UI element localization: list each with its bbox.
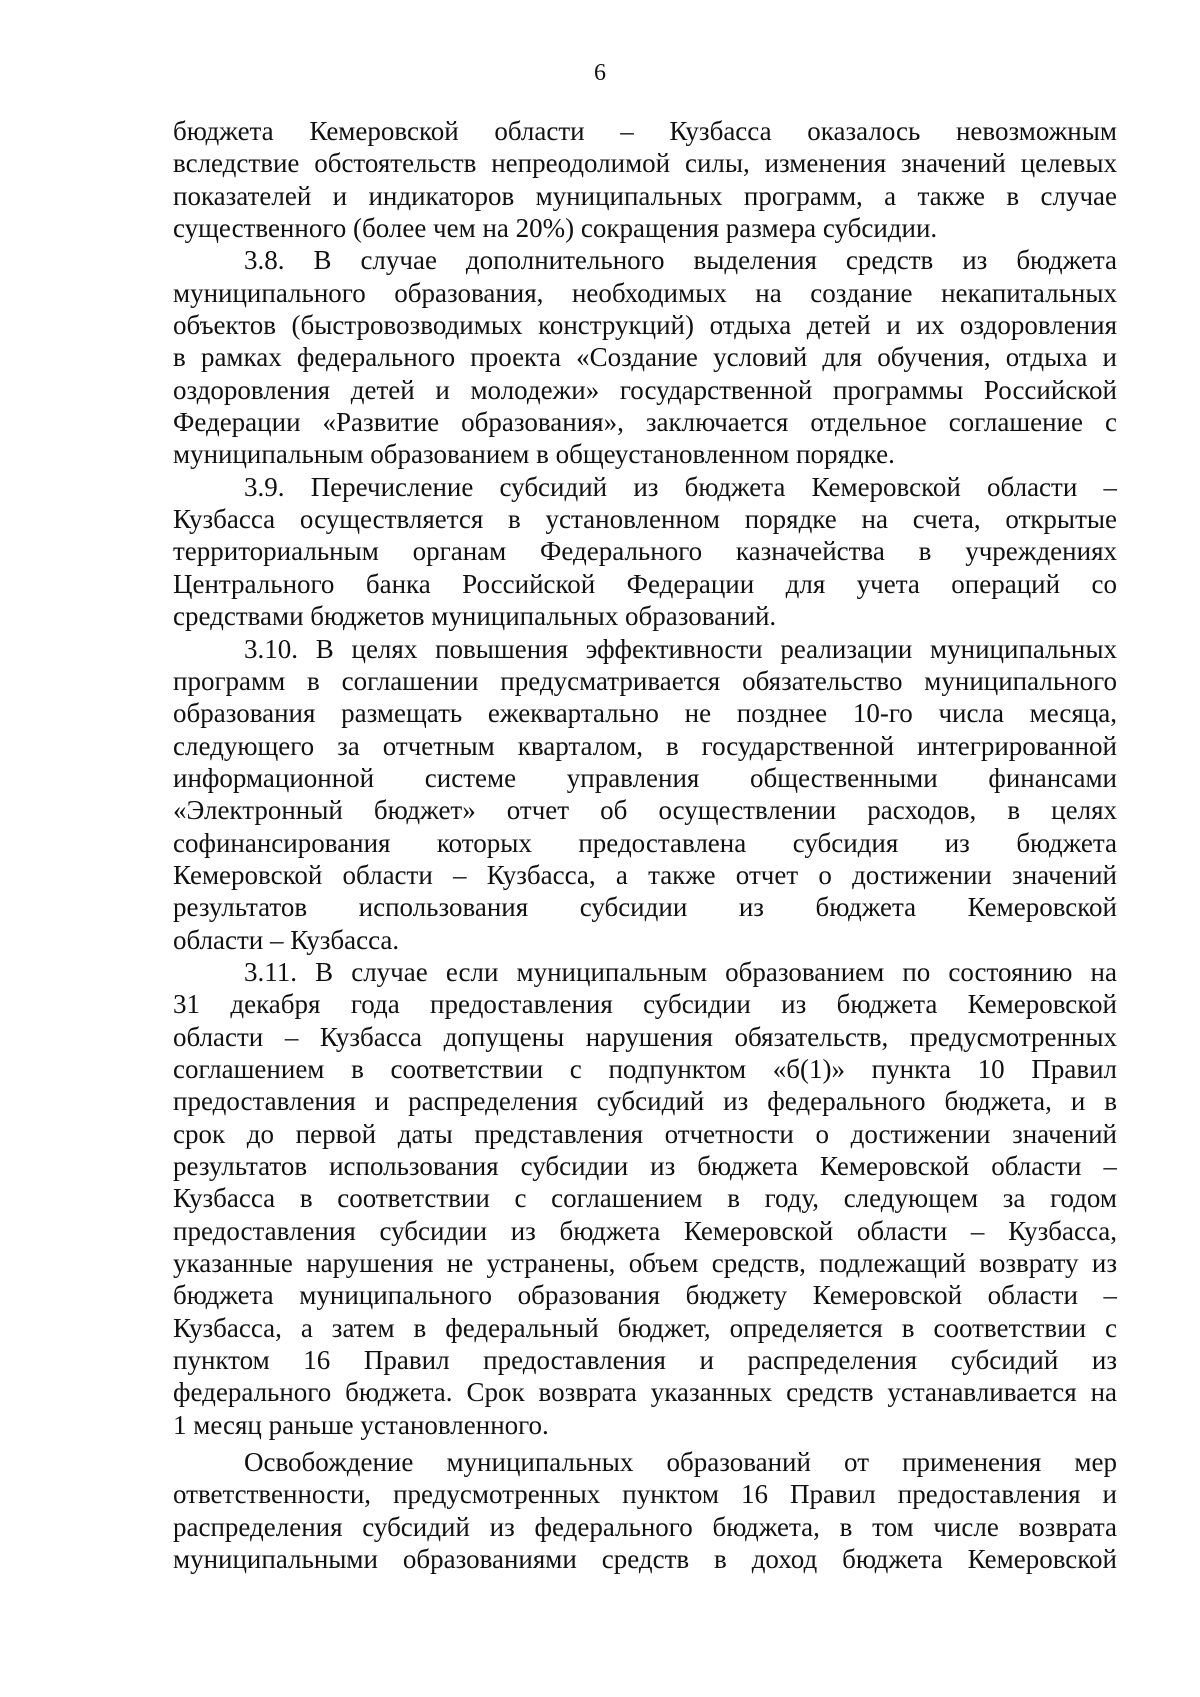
text-line: муниципальными образованиями средств в доход бюджета Кемеровской bbox=[173, 1544, 1117, 1575]
text-line: оздоровления детей и молодежи» государственной программы Российской bbox=[173, 374, 1117, 405]
text-line: образования размещать ежеквартально не позднее 10-го числа месяца, bbox=[173, 698, 1117, 729]
text-line: предоставления и распределения субсидий из федерального бюджета, и в bbox=[173, 1086, 1117, 1117]
text-line: Освобождение муниципальных образований от применения мер bbox=[244, 1447, 1117, 1478]
text-line: бюджета муниципального образования бюджету Кемеровской области – bbox=[173, 1280, 1117, 1311]
text-line: 3.10. В целях повышения эффективности реализации муниципальных bbox=[244, 633, 1117, 664]
text-line: федерального бюджета. Срок возврата указанных средств устанавливается на bbox=[173, 1377, 1117, 1408]
page-number: 6 bbox=[594, 60, 606, 86]
text-line: Кемеровской области – Кузбасса, а также отчет о достижении значений bbox=[173, 859, 1117, 890]
text-line: 3.9. Перечисление субсидий из бюджета Кемеровской области – bbox=[244, 471, 1117, 502]
text-line: средствами бюджетов муниципальных образований. bbox=[173, 601, 777, 632]
text-line: следующего за отчетным кварталом, в государственной интегрированной bbox=[173, 730, 1117, 761]
text-line: в рамках федерального проекта «Создание условий для обучения, отдыха и bbox=[173, 342, 1117, 373]
text-line: «Электронный бюджет» отчет об осуществлении расходов, в целях bbox=[173, 795, 1117, 826]
text-line: ответственности, предусмотренных пунктом 16 Правил предоставления и bbox=[173, 1479, 1117, 1510]
text-line: бюджета Кемеровской области – Кузбасса оказалось невозможным bbox=[173, 116, 1117, 146]
text-line: территориальным органам Федерального казначейства в учреждениях bbox=[173, 536, 1117, 567]
text-line: Кузбасса, а затем в федеральный бюджет, определяется в соответствии с bbox=[173, 1312, 1117, 1343]
text-line: области – Кузбасса. bbox=[173, 924, 400, 955]
text-line: результатов использования субсидии из бюджета Кемеровской области – bbox=[173, 1151, 1117, 1181]
text-line: вследствие обстоятельств непреодолимой силы, изменения значений целевых bbox=[173, 148, 1117, 179]
text-line: муниципальным образованием в общеустановленном порядке. bbox=[173, 439, 895, 470]
text-line: показателей и индикаторов муниципальных программ, а также в случае bbox=[173, 180, 1117, 211]
text-line: Кузбасса осуществляется в установленном порядке на счета, открытые bbox=[173, 504, 1117, 535]
text-line: 3.8. В случае дополнительного выделения средств из бюджета bbox=[244, 245, 1117, 276]
text-line: 31 декабря года предоставления субсидии из бюджета Кемеровской bbox=[173, 989, 1117, 1020]
text-line: результатов использования субсидии из бюджета Кемеровской bbox=[173, 892, 1117, 923]
text-line: Центрального банка Российской Федерации для учета операций со bbox=[173, 568, 1117, 599]
text-line: области – Кузбасса допущены нарушения обязательств, предусмотренных bbox=[173, 1021, 1117, 1052]
document-body bbox=[173, 115, 1117, 1575]
text-line: соглашением в соответствии с подпунктом «б(1)» пункта 10 Правил bbox=[173, 1053, 1117, 1084]
text-line: Кузбасса в соответствии с соглашением в году, следующем за годом bbox=[173, 1183, 1117, 1214]
text-line: срок до первой даты представления отчетности о достижении значений bbox=[173, 1118, 1117, 1149]
text-line: Федерации «Развитие образования», заключается отдельное соглашение с bbox=[173, 407, 1117, 438]
text-line: предоставления субсидии из бюджета Кемеровской области – Кузбасса, bbox=[173, 1215, 1117, 1246]
text-line: муниципального образования, необходимых на создание некапитальных bbox=[173, 277, 1117, 308]
text-line: 1 месяц раньше установленного. bbox=[173, 1409, 549, 1440]
text-line: существенного (более чем на 20%) сокращения размера субсидии. bbox=[173, 213, 938, 244]
text-line: объектов (быстровозводимых конструкций) отдыха детей и их оздоровления bbox=[173, 310, 1117, 341]
text-line: информационной системе управления общественными финансами bbox=[173, 762, 1117, 793]
text-line: софинансирования которых предоставлена субсидия из бюджета bbox=[173, 827, 1117, 858]
text-line: 3.11. В случае если муниципальным образованием по состоянию на bbox=[244, 956, 1117, 987]
text-line: указанные нарушения не устранены, объем средств, подлежащий возврату из bbox=[173, 1248, 1117, 1279]
text-line: распределения субсидий из федерального бюджета, в том числе возврата bbox=[173, 1511, 1117, 1542]
text-line: пунктом 16 Правил предоставления и распределения субсидий из bbox=[173, 1345, 1117, 1376]
text-line: программ в соглашении предусматривается обязательство муниципального bbox=[173, 665, 1117, 696]
